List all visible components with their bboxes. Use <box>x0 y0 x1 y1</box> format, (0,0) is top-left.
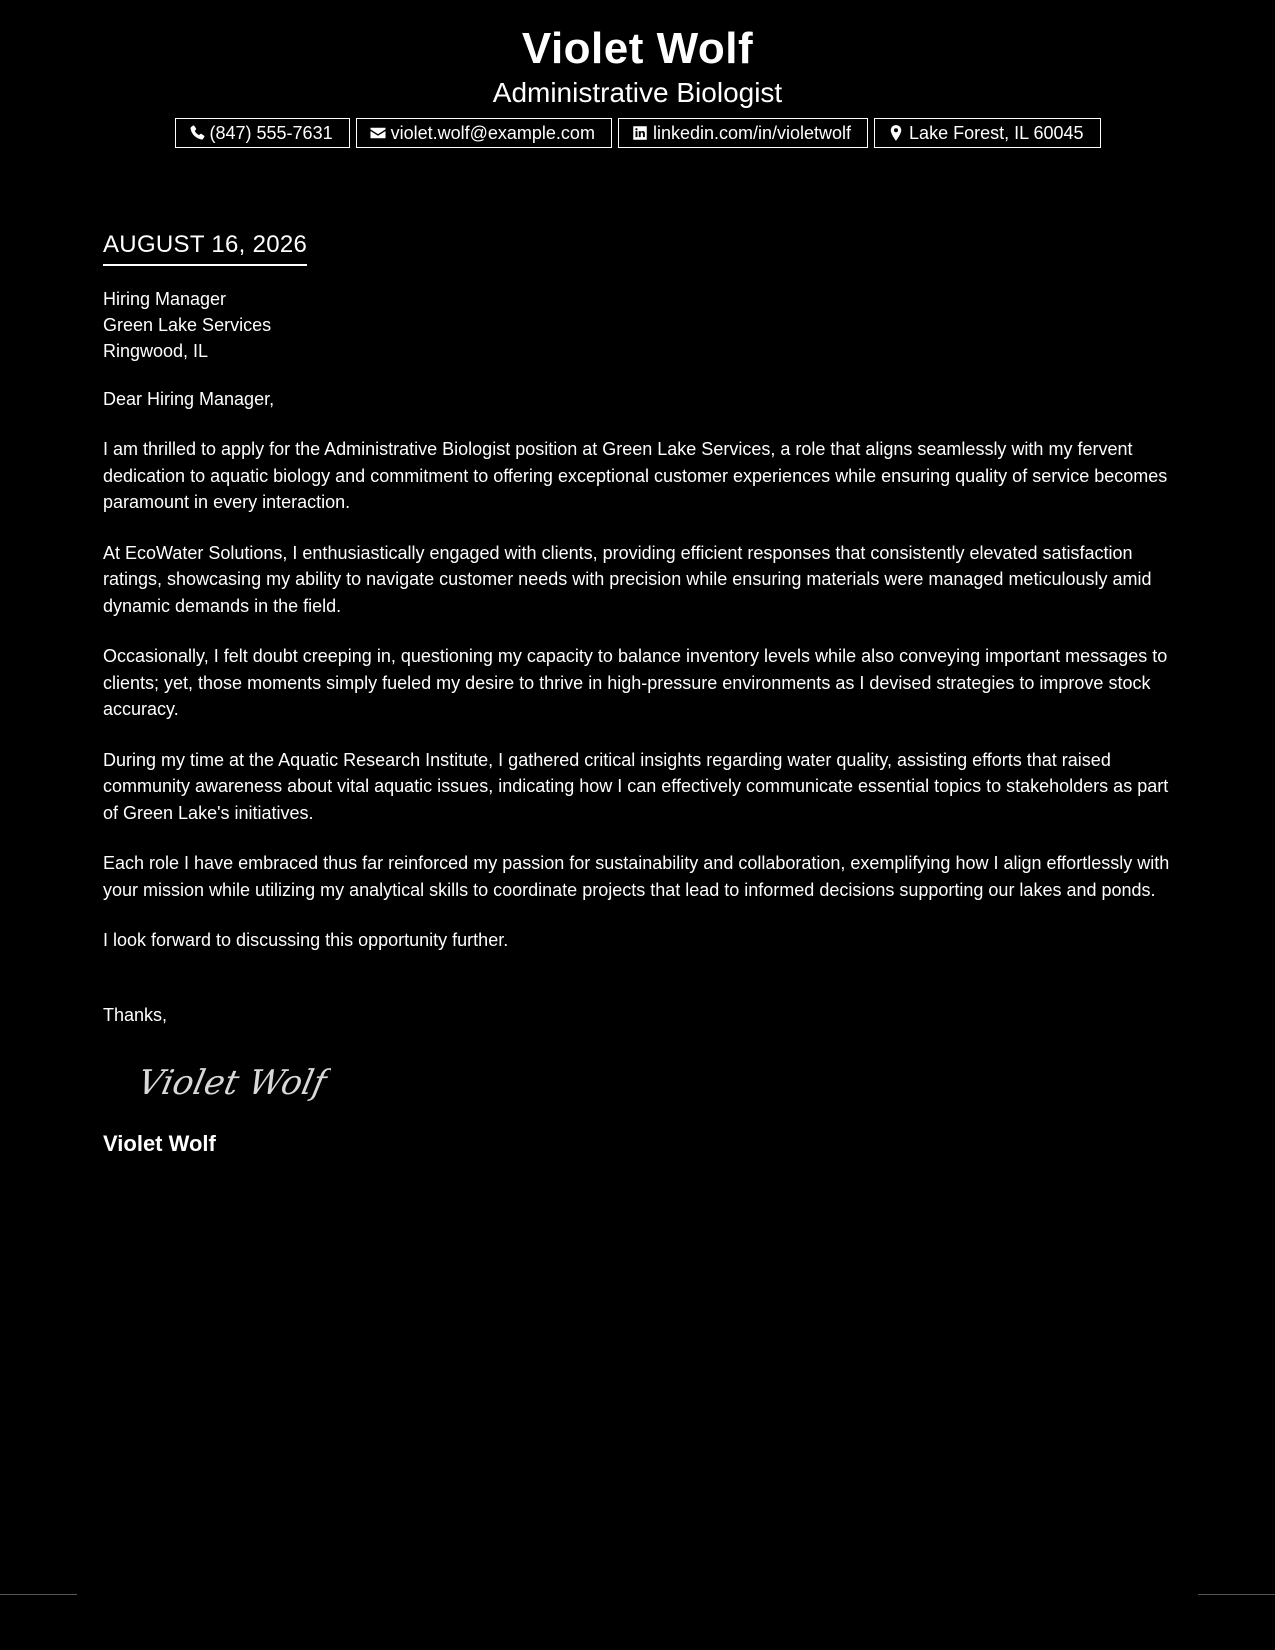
recipient-location: Ringwood, IL <box>103 341 209 361</box>
email-text: violet.wolf@example.com <box>390 123 595 143</box>
recipient-block <box>103 286 1183 364</box>
body-paragraph: I am thrilled to apply for the Administrative Biologist position at Green Lake Services, a role that aligns seamlessly with my fervent dedication to aquatic biology and commitment to offering exceptional customer experiences while ensuring quality of service becomes paramount in every interaction. <box>103 439 1168 512</box>
signature-text: Violet Wolf <box>141 1062 330 1103</box>
contact-location[interactable] <box>874 118 1100 148</box>
applicant-name: Violet Wolf <box>521 24 754 73</box>
letter-body <box>103 228 1183 1158</box>
contact-phone[interactable] <box>175 118 350 148</box>
recipient-title: Hiring Manager <box>103 289 227 309</box>
linkedin-text: linkedin.com/in/violetwolf <box>652 123 852 143</box>
footer-rule-right <box>1198 1594 1275 1595</box>
letter-header <box>0 0 1275 148</box>
body-paragraph: At EcoWater Solutions, I enthusiastically engaged with clients, providing efficient responses that consistently elevated satisfaction ratings, showcasing my ability to navigate customer needs with precision while ensuring materials were managed meticulously amid dynamic demands in the field. <box>103 542 1152 616</box>
recipient-company: Green Lake Services <box>103 315 272 335</box>
map-pin-icon <box>887 124 905 142</box>
phone-icon <box>188 124 206 142</box>
location-text: Lake Forest, IL 60045 <box>909 123 1084 143</box>
letter-date: AUGUST 16, 2026 <box>103 228 307 266</box>
salutation: Dear Hiring Manager, <box>103 389 275 409</box>
signer-name: Violet Wolf <box>103 1130 216 1156</box>
contact-linkedin[interactable] <box>618 118 868 148</box>
footer-rule-left <box>0 1594 77 1595</box>
handwritten-signature <box>141 1052 1183 1112</box>
linkedin-icon <box>631 124 649 142</box>
phone-text: (847) 555-7631 <box>209 123 333 143</box>
body-paragraph: I look forward to discussing this opportunity further. <box>103 930 509 950</box>
job-title: Administrative Biologist <box>492 77 783 108</box>
body-paragraph: During my time at the Aquatic Research Institute, I gathered critical insights regarding water quality, assisting efforts that raised community awareness about vital aquatic issues, indicating how I can effectively communicate essential topics to stakeholders as part of Green Lake's initiatives. <box>103 749 1169 823</box>
body-paragraph: Occasionally, I felt doubt creeping in, questioning my capacity to balance inventory levels while also conveying important messages to clients; yet, those moments simply fueled my desire to thrive in high-pressure environments as I devised strategies to improve stock accuracy. <box>103 646 1168 719</box>
contact-bar <box>0 118 1275 148</box>
body-paragraph: Each role I have embraced thus far reinforced my passion for sustainability and collaboration, exemplifying how I align effortlessly with your mission while utilizing my analytical skills to coordinate projects that lead to informed decisions supporting our lakes and ponds. <box>103 853 1170 900</box>
closing: Thanks, <box>103 1004 168 1025</box>
envelope-icon <box>369 124 387 142</box>
contact-email[interactable] <box>356 118 612 148</box>
